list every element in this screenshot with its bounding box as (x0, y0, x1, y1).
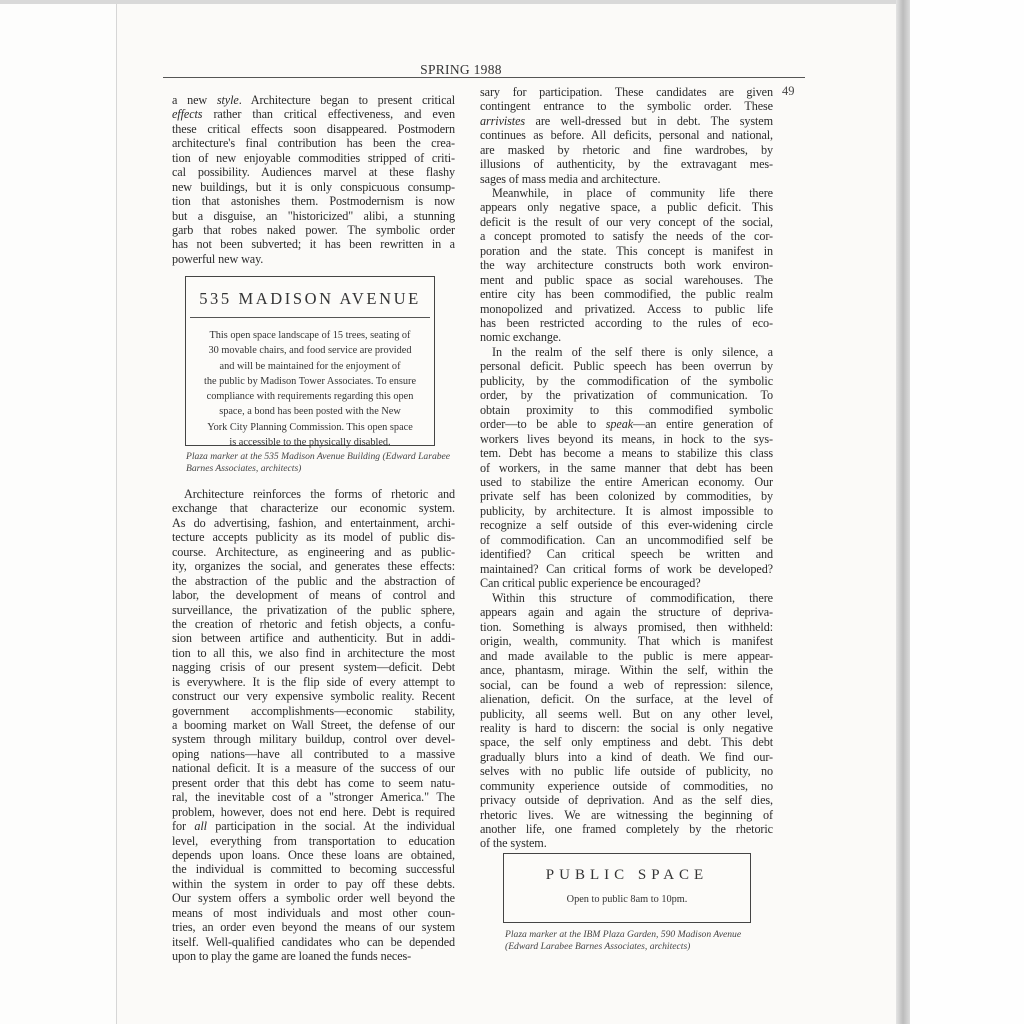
madison-sign-caption: Plaza marker at the 535 Madison Avenue Building (Edward Larabee Barnes Associates, architects) (186, 451, 451, 474)
text-line: space, a bond has been posted with the New (219, 406, 401, 418)
text-line: and will be maintained for the enjoyment of (219, 360, 401, 372)
text-line: tion of new enjoyable commodities stripped of criti- (172, 150, 455, 165)
text-line: powerful new way. (172, 251, 264, 266)
page-number: 49 (782, 84, 795, 98)
text-line: new buildings, but it is only conspicuous consump- (172, 179, 455, 194)
text-line: itself. Well-qualified candidates who can be depended (172, 934, 455, 949)
text-line: cal possibility. Audiences marvel at these flashy (172, 165, 455, 180)
public-space-sign-caption: Plaza marker at the IBM Plaza Garden, 590 Madison Avenue (Edward Larabee Barnes Associates, architects) (505, 929, 742, 952)
text-line: architecture's final contribution has been the crea- (172, 136, 455, 151)
text-line: are masked by rhetoric and fine wardrobes, by (480, 142, 773, 157)
text-line: nomic exchange. (480, 330, 562, 345)
text-line: of commodification. Can an uncommodified self be (480, 532, 773, 547)
text-line: government accomplishments—economic stability, (172, 703, 455, 718)
text-line: ity, organizes the social, and generates these effects: (172, 559, 455, 574)
text-line: for all participation in the social. At the individual (172, 819, 456, 834)
text-line: problem, however, does not end here. Debt is required (172, 804, 455, 819)
text-line: tries, an order even beyond the means of our system (172, 920, 455, 935)
madison-sign-title: 535 MADISON AVENUE (199, 289, 421, 308)
public-space-sign-box (503, 853, 751, 923)
text-line: ance, phantasm, mirage. Within the self, within the (480, 663, 773, 678)
text-line: construct our very expensive symbolic reality. Recent (172, 689, 455, 704)
text-line: labor, the development of means of control and (172, 588, 455, 603)
text-line: appears again and again the structure of depriva- (480, 605, 773, 620)
text-line: compliance with requirements regarding this open (206, 391, 414, 403)
text-line: Within this structure of commodification, there (492, 591, 773, 605)
text-line: space, the self only emptiness and debt. This debt (480, 735, 773, 750)
text-line: arrivistes are well-dressed but in debt. The system (480, 113, 773, 128)
text-line: means of most individuals and most other coun- (172, 905, 455, 920)
text-line: alienation, deficit. On the surface, at the level of (480, 692, 773, 707)
text-line: workers lives beyond its means, in hock to the sys- (480, 431, 773, 446)
text-line: present order that this debt has come to seem natu- (172, 775, 455, 790)
text-line: these critical effects soon disappeared. Postmodern (172, 121, 455, 136)
text-line: origin, wealth, community. That which is manifest (480, 634, 773, 649)
text-line: course. Architecture, as engineering and as public- (172, 544, 455, 559)
text-line: obtain proximity to this commodified symbolic (480, 402, 773, 417)
text-line: gradually blurs into a kind of death. We find our- (480, 749, 773, 764)
text-line: of workers, in the same manner that debt has been (480, 460, 773, 475)
right-paragraph-1 (480, 85, 773, 186)
text-line: sion between artifice and authenticity. But in addi- (172, 631, 455, 646)
right-paragraph-3 (480, 345, 773, 590)
text-line: identified? Can critical speech be written and (480, 547, 773, 562)
text-line: of the system. (480, 836, 547, 851)
text-line: illusions of authenticity, by the extravagant mes- (480, 157, 773, 172)
right-paragraph-2 (480, 186, 773, 345)
text-line: 30 movable chairs, and food service are provided (208, 345, 412, 357)
text-line: private self has been colonized by commodities, by (480, 489, 773, 504)
right-paragraph-4 (480, 591, 773, 851)
text-line: publicity, by the commodification of the symbolic (480, 373, 773, 388)
text-line: oping nations—have all contributed to a massive (172, 746, 455, 761)
text-line: is everywhere. It is the flip side of every attempt to (172, 674, 455, 689)
text-line: tem. Debt has become a means to stabilize this class (480, 446, 773, 461)
text-line: a concept promoted to satisfy the needs of the cor- (480, 229, 773, 244)
text-line: garb that robes naked power. The symbolic order (172, 222, 455, 237)
text-line: appears only negative space, a public deficit. This (480, 200, 773, 215)
text-line: within the system in order to pay off these debts. (172, 876, 455, 891)
text-line: selves with no public life outside of publicity, no (480, 764, 773, 779)
text-line: the way architecture constructs both work environ- (480, 258, 773, 273)
text-line: Meanwhile, in place of community life there (492, 186, 773, 200)
madison-sign-box (185, 276, 435, 449)
text-line: As do advertising, fashion, and entertainment, archi- (172, 515, 455, 530)
book-spine-edge (896, 0, 910, 1024)
text-line: sary for participation. These candidates are given (480, 85, 773, 99)
text-line: monopolized and privatized. Access to public life (480, 301, 773, 316)
text-line: nagging crisis of our present system—deficit. Debt (172, 660, 455, 675)
text-line: Our system offers a symbolic order well beyond the (172, 891, 455, 906)
left-paragraph-1 (172, 93, 455, 266)
text-line: continues as before. All deficits, personal and national, (480, 128, 773, 143)
header-rule (163, 77, 805, 78)
scan-margin (910, 0, 1024, 1024)
text-line: contingent entrance to the symbolic order. These (480, 99, 773, 114)
text-line: exchange that characterize our economic system. (172, 501, 455, 516)
text-line: sages of mass media and architecture. (480, 171, 661, 186)
text-line: recognize a self outside of this ever-widening circle (480, 518, 773, 533)
text-line: has not been subverted; it has been rewritten in a (172, 237, 455, 252)
text-line: rhetoric lives. We are witnessing the beginning of (480, 807, 773, 822)
text-line: maintained? Can critical forms of work be developed? (480, 561, 773, 576)
text-line: tion that astonishes them. Postmodernism is now (172, 194, 455, 209)
text-line: effects rather than critical effectiveness, and even (172, 107, 455, 122)
text-line: privacy outside of deprivation. And as the self dies, (480, 793, 773, 808)
text-line: order—to be able to speak—an entire generation of (480, 417, 773, 432)
text-line: and made available to the public is mere appear- (480, 648, 773, 663)
text-line: national deficit. It is a measure of the success of our (172, 761, 455, 776)
text-line: the individual is committed to becoming successful (172, 862, 455, 877)
left-paragraph-2 (172, 487, 455, 963)
text-line: poration and the state. This concept is manifest in (480, 243, 773, 258)
text-line: York City Planning Commission. This open space (207, 421, 413, 433)
text-line: has been restricted according to the rules of eco- (480, 315, 773, 330)
running-head: SPRING 1988 (420, 62, 502, 77)
text-line: entire city has been commodified, the public realm (480, 287, 773, 302)
text-line: the public by Madison Tower Associates. To ensure (203, 375, 417, 387)
text-line: tion to all this, we also find in architecture the most (172, 645, 455, 660)
public-space-sign-title: PUBLIC SPACE (545, 867, 709, 883)
text-line: another life, one framed completely by the rhetoric (480, 822, 773, 836)
text-line: order, by the privatization of communication. To (480, 388, 773, 403)
sign-divider (190, 317, 430, 318)
text-line: Architecture reinforces the forms of rhetoric and (184, 487, 455, 501)
text-line: a new style. Architecture began to present critical (172, 93, 455, 107)
text-line: upon to play the game are loaned the funds neces- (172, 949, 412, 963)
text-line: tion. Something is always promised, then withheld: (480, 619, 773, 634)
madison-sign-text (186, 328, 434, 450)
text-line: publicity, by architecture. It is almost impossible to (480, 503, 773, 518)
text-line: depends upon loans. Once these loans are obtained, (172, 847, 455, 862)
text-line: ment and public space as social warehouses. The (480, 272, 773, 287)
text-line: the creation of rhetoric and fetish objects, a confu- (172, 616, 455, 631)
text-line: social, can be found a web of repression: silence, (480, 677, 773, 692)
text-line: personal deficit. Public speech has been overrun by (480, 359, 773, 374)
text-line: ral, the inevitable cost of a "stronger America." The (172, 790, 455, 805)
text-line: used to stabilize the entire American economy. Our (480, 474, 773, 489)
text-line: but a disguise, an "historicized" alibi, a stunning (172, 208, 455, 223)
text-line: reality is hard to discern: the social is only negative (480, 720, 773, 735)
text-line: surveillance, the privatization of the public sphere, (172, 602, 455, 617)
text-line: community experience outside of commodities, no (480, 778, 773, 793)
text-line: publicity, all seems well. But on any other level, (480, 706, 773, 721)
text-line: deficit is the result of our very concept of the social, (480, 214, 773, 229)
text-line: level, everything from transportation to education (172, 833, 455, 848)
text-line: is accessible to the physically disabled. (229, 437, 391, 449)
text-line: the abstraction of the public and the abstraction of (172, 573, 455, 588)
text-line: Can critical public experience be encouraged? (480, 576, 701, 590)
text-line: This open space landscape of 15 trees, seating of (209, 330, 411, 341)
public-space-sign-text: Open to public 8am to 10pm. (566, 894, 688, 905)
text-line: In the realm of the self there is only silence, a (492, 345, 773, 359)
text-line: a booming market on Wall Street, the defense of our (172, 718, 455, 732)
text-line: tecture accepts publicity as its model of public dis- (172, 530, 455, 545)
text-line: system through military buildup, control over devel- (172, 732, 455, 747)
